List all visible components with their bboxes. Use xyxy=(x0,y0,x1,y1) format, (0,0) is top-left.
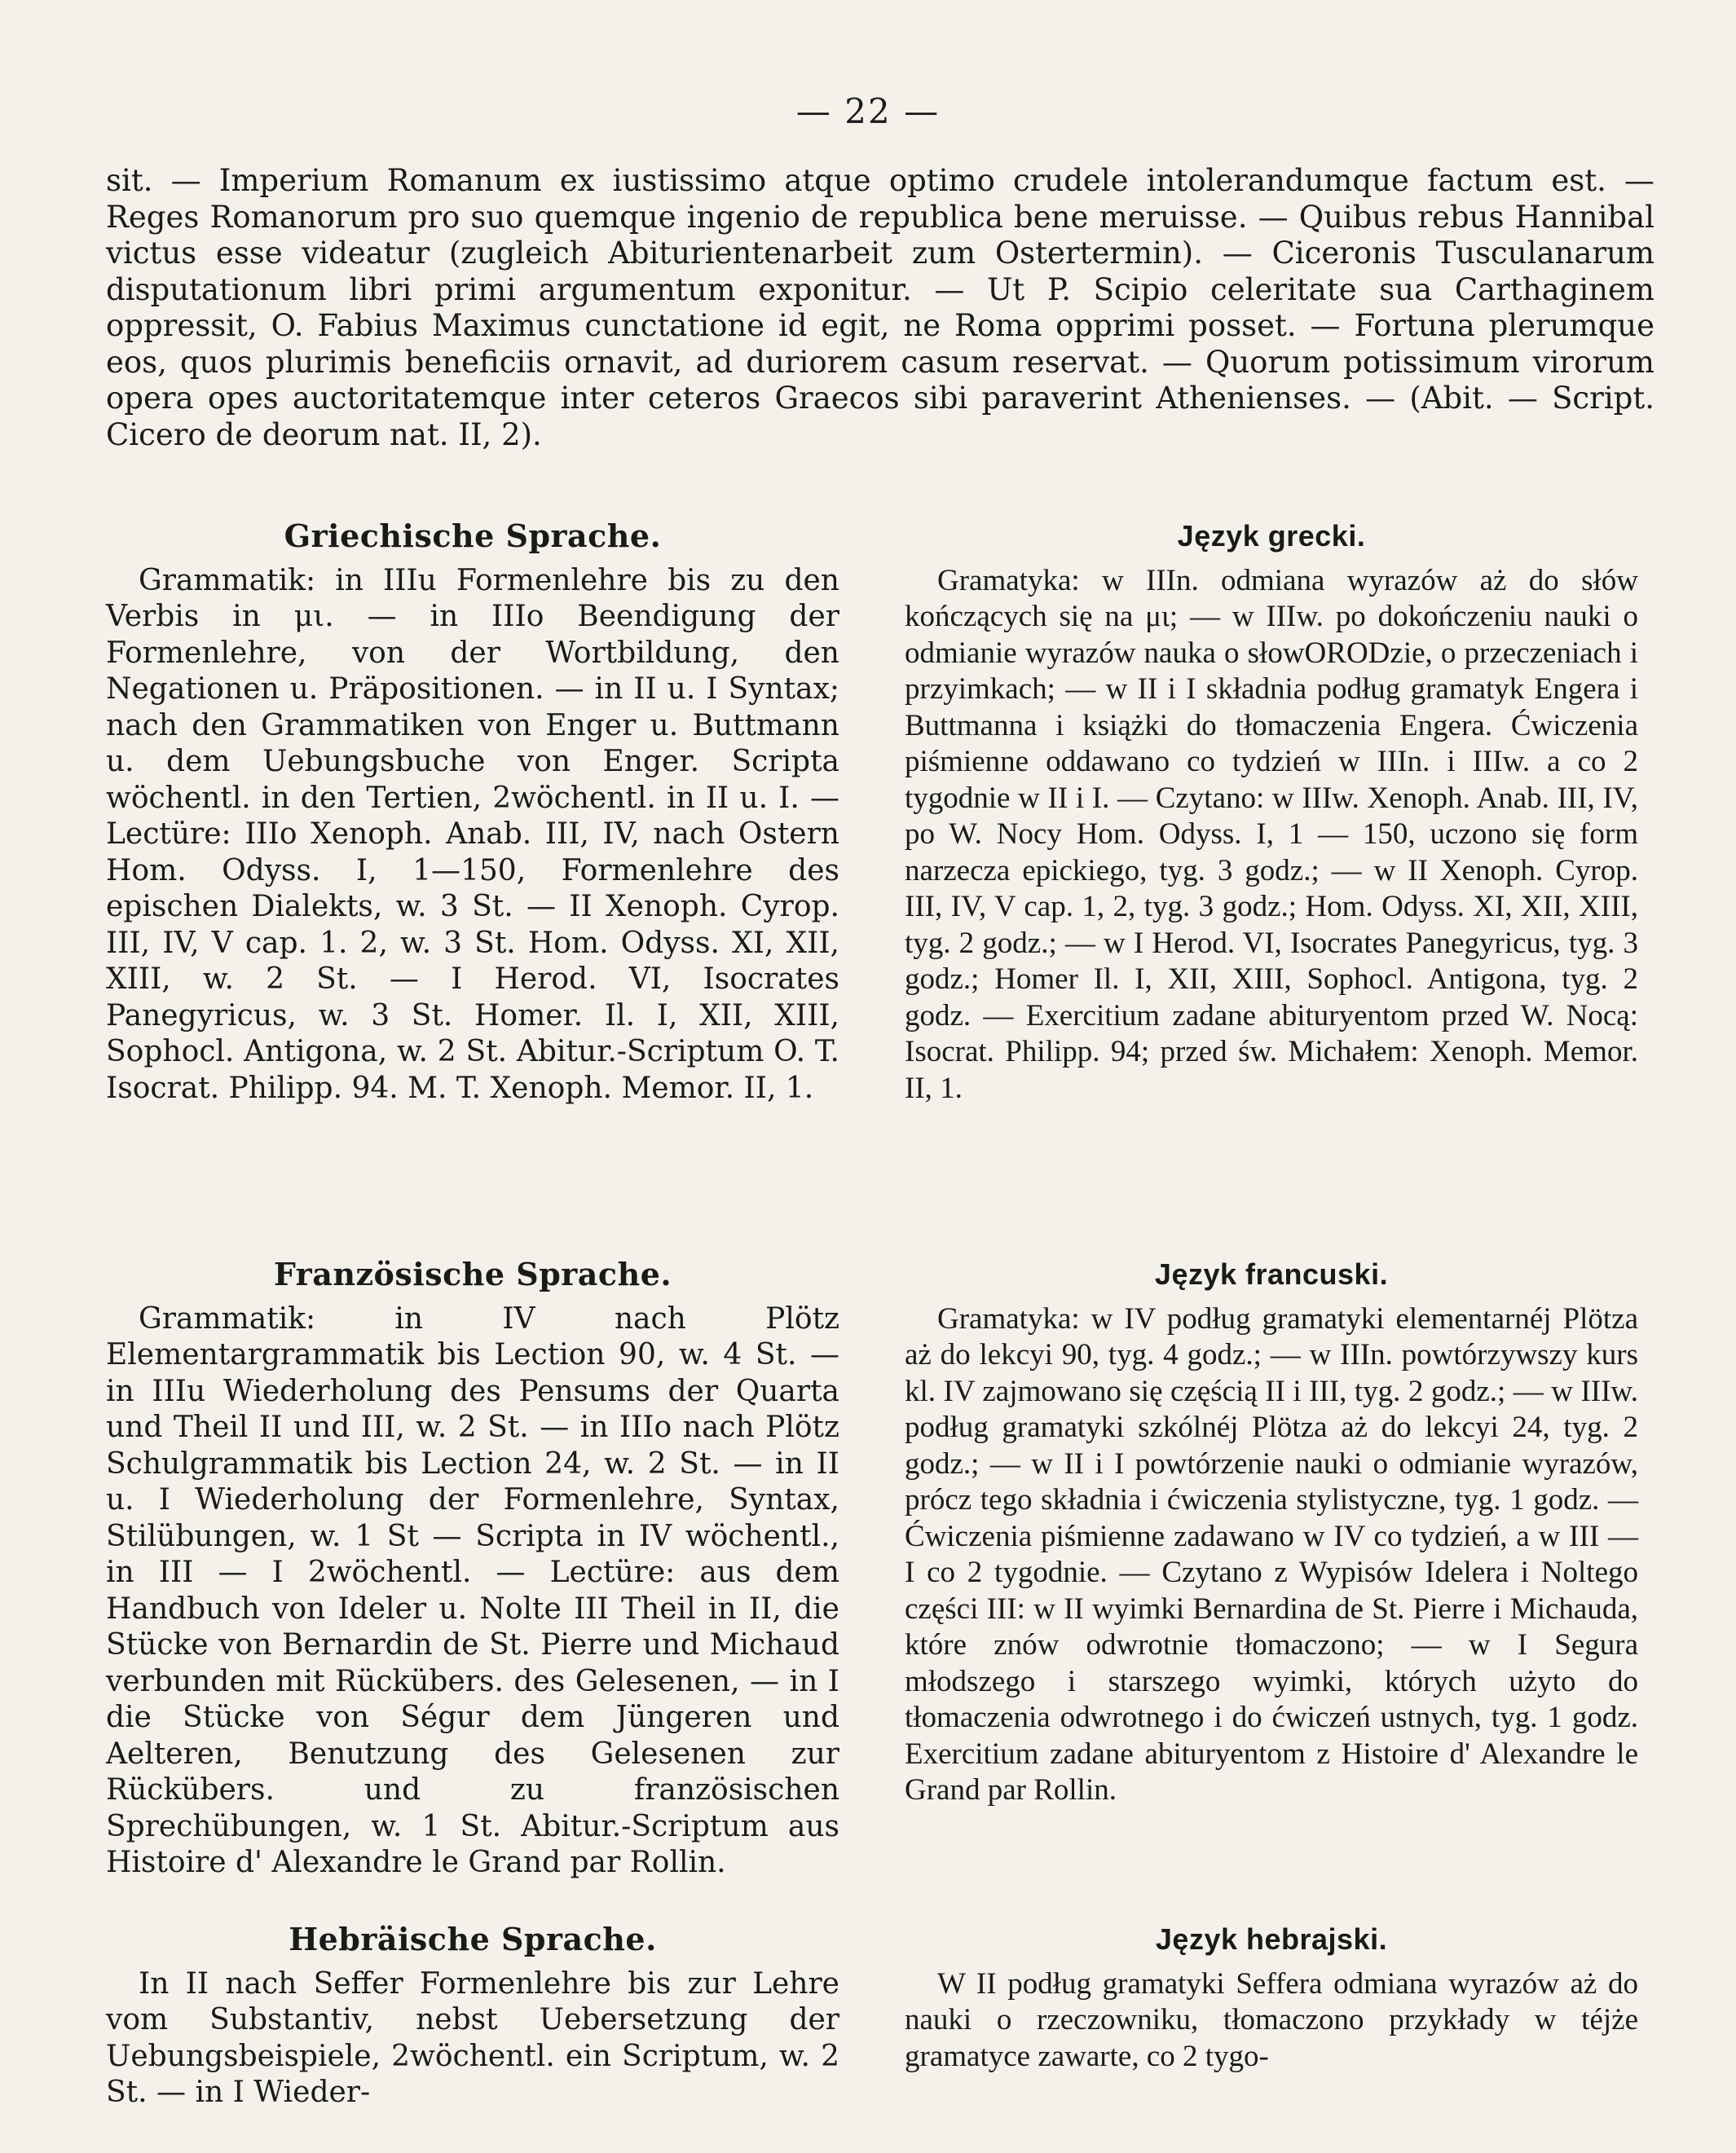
polish-hebrew-body: W II podług gramatyki Seffera odmiana wyrazów aż do nauki o rzeczowniku, tłomaczono przykłady w téjże gramatyce zawarte, co 2 tygo- xyxy=(905,1966,1638,2073)
german-hebrew-body: In II nach Seffer Formenlehre bis zur Lehre vom Substantiv, nebst Uebersetzung der Uebungsbeispiele, 2wöchentl. ein Scriptum, w. 2 St. — in I Wieder- xyxy=(106,1966,839,2109)
intro-paragraph xyxy=(106,163,1654,453)
polish-greek-section xyxy=(905,518,1638,1227)
german-hebrew-heading: Hebräische Sprache. xyxy=(289,1921,657,1957)
polish-hebrew-section xyxy=(905,1922,1638,2075)
german-column xyxy=(106,489,839,2111)
german-greek-section xyxy=(106,518,839,1227)
polish-french-heading: Język francuski. xyxy=(1154,1257,1389,1291)
german-greek-heading: Griechische Sprache. xyxy=(284,517,662,554)
page-number: — 22 — xyxy=(795,91,941,131)
polish-greek-heading: Język grecki. xyxy=(1177,519,1366,553)
polish-column xyxy=(905,489,1638,2075)
german-french-section xyxy=(106,1257,839,1892)
polish-greek-body: Gramatyka: w IIIn. odmiana wyrazów aż do słów kończących się na μι; — w IIIw. po dokończeniu nauki o odmianie wyrazów nauka o słowORODzie, o przeczeniach i przyimkach; — w II i I składnia podług gramatyk Engera i Buttmanna i książki do tłomaczenia Engera. Ćwiczenia piśmienne oddawano co tydzień w IIIn. i IIIw. a co 2 tygodnie w II i I. — Czytano: w IIIw. Xenoph. Anab. III, IV, po W. Nocy Hom. Odyss. I, 1 — 150, uczono się form narzecza epickiego, tyg. 3 godz.; — w II Xenoph. Cyrop. III, IV, V cap. 1, 2, tyg. 3 godz.; Hom. Odyss. XI, XII, XIII, tyg. 2 godz.; — w I Herod. VI, Isocrates Panegyricus, tyg. 3 godz.; Homer Il. I, XII, XIII, Sophocl. Antigona, tyg. 2 godz. — Exercitium zadane abituryentom przed W. Nocą: Isocrat. Philipp. 94; przed św. Michałem: Xenoph. Memor. II, 1. xyxy=(905,563,1638,1105)
german-french-heading: Französische Sprache. xyxy=(273,1256,672,1292)
polish-hebrew-heading: Język hebrajski. xyxy=(1155,1922,1388,1956)
intro-text: sit. — Imperium Romanum ex iustissimo atque optimo crudele intolerandumque factum est. — Reges Romanorum pro suo quemque ingenio de republica bene meruisse. — Quibus rebus Hannibal victus esse videatur (zugleich Abiturientenarbeit zum Ostertermin). — Ciceronis Tusculanarum disputationum libri primi argumentum exponitur. — Ut P. Scipio celeritate sua Carthaginem oppressit, O. Fabius Maximus cunctatione id egit, ne Roma opprimi posset. — Fortuna plerumque eos, quos plurimis beneficiis ornavit, ad duriorem casum reservat. — Quorum potissimum virorum opera opes auctoritatemque inter ceteros Graecos sibi paraverint Athenienses. — (Abit. — Script. Cicero de deorum nat. II, 2). xyxy=(106,163,1654,452)
german-hebrew-section xyxy=(106,1922,839,2111)
polish-french-body: Gramatyka: w IV podług gramatyki elementarnéj Plötza aż do lekcyi 90, tyg. 4 godz.; — w IIIn. powtórzywszy kurs kl. IV zajmowano się częścią II i III, tyg. 2 godz.; — w IIIw. podług gramatyki szkólnéj Plötza aż do lekcyi 24, tyg. 2 godz.; — w II i I powtórzenie nauki o odmianie wyrazów, prócz tego składnia i ćwiczenia stylistyczne, tyg. 1 godz. — Ćwiczenia piśmienne zadawano w IV co tydzień, a w III — I co 2 tygodnie. — Czytano z Wypisów Idelera i Noltego części III: w II wyimki Bernardina de St. Pierre i Michauda, które znów odwrotnie tłomaczono; — w I Segura młodszego i starszego wyimki, których użyto do tłomaczenia odwrotnego i do ćwiczeń ustnych, tyg. 1 godz. Exercitium zadane abituryentom z Histoire d' Alexandre le Grand par Rollin. xyxy=(905,1301,1638,1807)
german-french-body: Grammatik: in IV nach Plötz Elementargrammatik bis Lection 90, w. 4 St. — in IIIu Wiederholung des Pensums der Quarta und Theil II und III, w. 2 St. — in IIIo nach Plötz Schulgrammatik bis Lection 24, w. 2 St. — in II u. I Wiederholung der Formenlehre, Syntax, Stilübungen, w. 1 St — Scripta in IV wöchentl., in III — I 2wöchentl. — Lectüre: aus dem Handbuch von Ideler u. Nolte III Theil in II, die Stücke von Bernardin de St. Pierre und Michaud verbunden mit Rückübers. des Gelesenen, — in I die Stücke von Ségur dem Jüngeren und Aelteren, Benutzung des Gelesenen zur Rückübers. und zu französischen Sprechübungen, w. 1 St. Abitur.-Scriptum aus Histoire d' Alexandre le Grand par Rollin. xyxy=(106,1301,839,1879)
polish-french-section xyxy=(905,1257,1638,1892)
german-greek-body: Grammatik: in IIIu Formenlehre bis zu den Verbis in μι. — in IIIo Beendigung der Formenlehre, von der Wortbildung, den Negationen u. Präpositionen. — in II u. I Syntax; nach den Grammatiken von Enger u. Buttmann u. dem Uebungsbuche von Enger. Scripta wöchentl. in den Tertien, 2wöchentl. in II u. I. — Lectüre: IIIo Xenoph. Anab. III, IV, nach Ostern Hom. Odyss. I, 1—150, Formenlehre des epischen Dialekts, w. 3 St. — II Xenoph. Cyrop. III, IV, V cap. 1. 2, w. 3 St. Hom. Odyss. XI, XII, XIII, w. 2 St. — I Herod. VI, Isocrates Panegyricus, w. 3 St. Homer. Il. I, XII, XIII, Sophocl. Antigona, w. 2 St. Abitur.-Scriptum O. T. Isocrat. Philipp. 94. M. T. Xenoph. Memor. II, 1. xyxy=(106,563,839,1105)
